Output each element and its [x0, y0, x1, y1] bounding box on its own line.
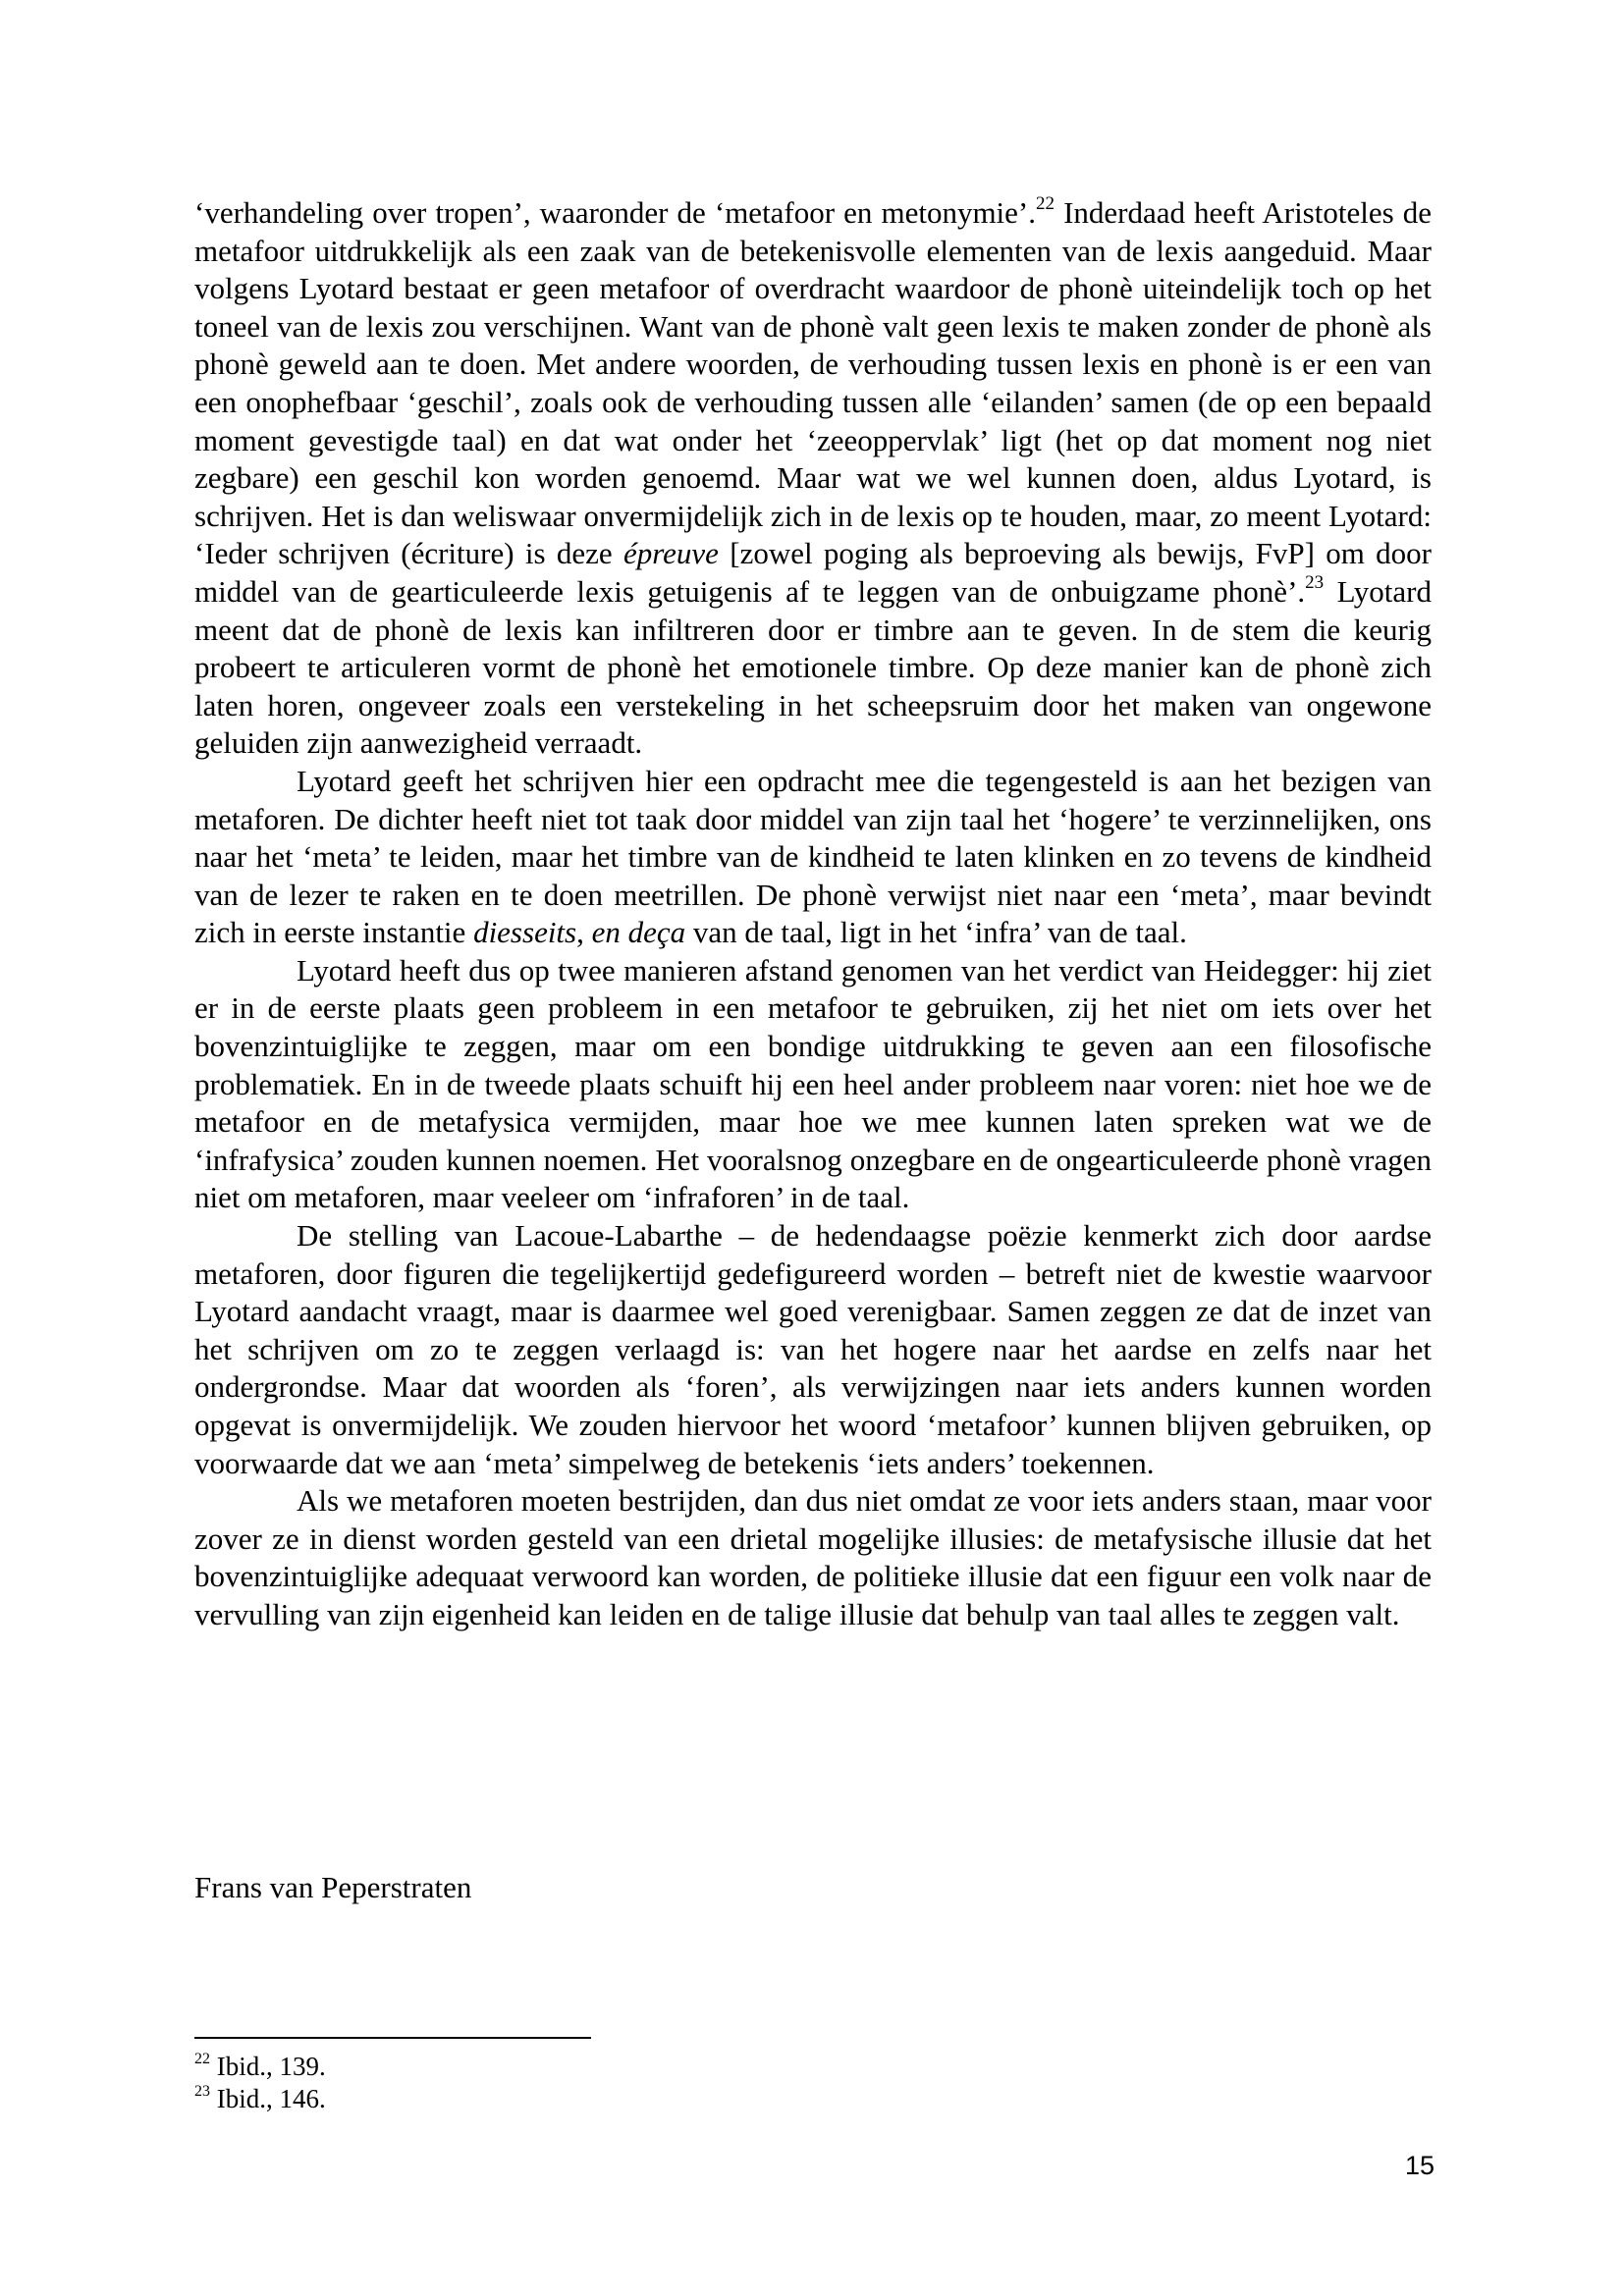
body-paragraph: [194, 194, 1432, 763]
footnotes: [194, 2051, 326, 2115]
body-paragraph: [194, 1482, 1432, 1633]
text-run: Lyotard heeft dus op twee manieren afstand genomen van het verdict van Heidegger: hij ziet er in de eerste plaats geen probleem in een metafoor te gebruiken, zij het niet om iets over het bovenzintuiglijke te zeggen, maar om een bondige uitdrukking te geven aan een filosofische problematiek. En in de tweede plaats schuift hij een heel ander probleem naar voren: niet hoe we de metafoor en de metafysica vermijden, maar hoe we mee kunnen laten spreken wat we de ‘infrafysica’ zouden kunnen noemen. Het vooralsnog onzegbare en de ongearticuleerde phonè vragen niet om metaforen, maar veeleer om ‘infraforen’ in de taal.: [194, 952, 1432, 1215]
body-paragraph: [194, 763, 1432, 952]
footnote-23: [194, 2083, 326, 2115]
footnote-separator: [194, 2037, 591, 2039]
body-paragraph: [194, 1217, 1432, 1482]
footnote-number: 22: [194, 2051, 210, 2067]
text-run: Als we metaforen moeten bestrijden, dan dus niet omdat ze voor iets anders staan, maar voor zover ze in dienst worden gesteld van een drietal mogelijke illusies: de metafysische illusie dat het bovenzintuiglijke adequaat verwoord kan worden, de politieke illusie dat een figuur een volk naar de vervulling van zijn eigenheid kan leiden en de talige illusie dat behulp van taal alles te zeggen valt.: [194, 1483, 1432, 1631]
body-paragraph: [194, 952, 1432, 1217]
footnote-reference: 22: [1036, 192, 1056, 214]
text-run: [zowel poging als beproeving als bewijs, FvP] om door middel van de gearticuleerde lexis getuigenis af te leggen van de onbuigzame phonè’.: [194, 536, 1432, 609]
italic-term: en deça: [591, 915, 686, 950]
text-run: Lyotard geeft het schrijven hier een opdracht mee die tegengesteld is aan het bezigen van metaforen. De dichter heeft niet tot taak door middel van zijn taal het ‘hogere’ te verzinnelijken, ons naar het ‘meta’ te leiden, maar het timbre van de kindheid te laten klinken en zo tevens de kindheid van de lezer te raken en te doen meetrillen. De phonè verwijst niet naar een ‘meta’, maar bevindt zich in eerste instantie: [194, 763, 1432, 950]
footnote-text: Ibid., 139.: [210, 2052, 326, 2081]
footnote-22: [194, 2051, 326, 2083]
text-run: van de taal, ligt in het ‘infra’ van de taal.: [685, 915, 1187, 950]
italic-term: diesseits: [473, 915, 577, 950]
page-number: 15: [1405, 2151, 1435, 2180]
footnote-text: Ibid., 146.: [210, 2084, 326, 2113]
footnote-reference: 23: [1305, 571, 1325, 593]
italic-term: épreuve: [623, 536, 719, 571]
text-run: Lyotard meent dat de phonè de lexis kan infiltreren door er timbre aan te geven. In de stem die keurig probeert te articuleren vormt de phonè het emotionele timbre. Op deze manier kan de phonè zich laten horen, ongeveer zoals een verstekeling in het scheepsruim door het maken van ongewone geluiden zijn aanwezigheid verraadt.: [194, 573, 1433, 761]
footnote-number: 23: [194, 2083, 210, 2100]
text-run: ,: [576, 915, 592, 950]
text-run: ‘verhandeling over tropen’, waaronder de ‘metafoor en metonymie’.: [194, 195, 1037, 230]
author-signature: Frans van Peperstraten: [194, 1870, 472, 1904]
body-text: [194, 194, 1432, 1634]
text-run: Inderdaad heeft Aristoteles de metafoor uitdrukkelijk als een zaak van de betekenisvolle elementen van de lexis aangeduid. Maar volgens Lyotard bestaat er geen metafoor of overdracht waardoor de phonè uiteindelijk toch op het toneel van de lexis zou verschijnen. Want van de phonè valt geen lexis te maken zonder de phonè als phonè geweld aan te doen. Met andere woorden, de verhouding tussen lexis en phonè is er een van een onophefbaar ‘geschil’, zoals ook de verhouding tussen alle ‘eilanden’ samen (de op een bepaald moment gevestigde taal) en dat wat onder het ‘zeeoppervlak’ ligt (het op dat moment nog niet zegbare) een geschil kon worden genoemd. Maar wat we wel kunnen doen, aldus Lyotard, is schrijven. Het is dan weliswaar onvermijdelijk zich in de lexis op te houden, maar, zo meent Lyotard: ‘Ieder schrijven (écriture) is deze: [194, 195, 1432, 571]
text-run: De stelling van Lacoue-Labarthe – de hedendaagse poëzie kenmerkt zich door aardse metaforen, door figuren die tegelijkertijd gedefigureerd worden – betreft niet de kwestie waarvoor Lyotard aandacht vraagt, maar is daarmee wel goed verenigbaar. Samen zeggen ze dat de inzet van het schrijven om zo te zeggen verlaagd is: van het hogere naar het aardse en zelfs naar het ondergrondse. Maar dat woorden als ‘foren’, als verwijzingen naar iets anders kunnen worden opgevat is onvermijdelijk. We zouden hiervoor het woord ‘metafoor’ kunnen blijven gebruiken, op voorwaarde dat we aan ‘meta’ simpelweg de betekenis ‘iets anders’ toekennen.: [194, 1218, 1432, 1480]
